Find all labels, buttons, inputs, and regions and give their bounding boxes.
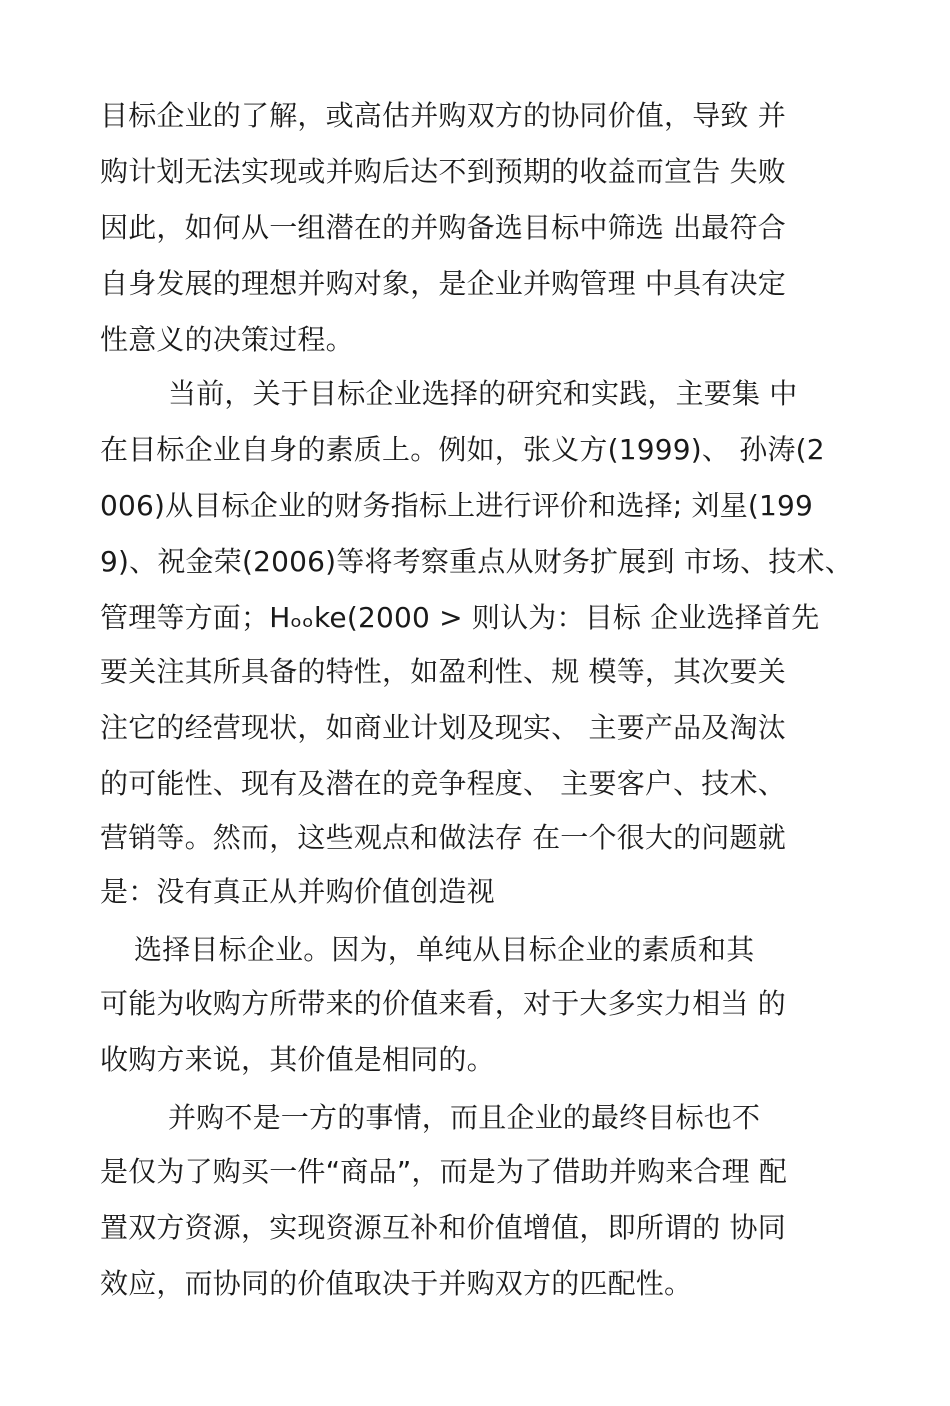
text-line: 当前，关于目标企业选择的研究和实践，主要集 中 — [168, 377, 798, 410]
text-line: 是：没有真正从并购价值创造视 — [100, 875, 495, 908]
text-line: 收购方来说，其价值是相同的。 — [100, 1043, 495, 1076]
text-line: 在目标企业自身的素质上。例如，张义方(1999)、 孙涛(2 — [100, 433, 825, 466]
text-line: 可能为收购方所带来的价值来看，对于大多实力相当 的 — [100, 987, 786, 1020]
text-line: 自身发展的理想并购对象，是企业并购管理 中具有决定 — [100, 267, 786, 300]
text-line: 注它的经营现状，如商业计划及现实、 主要产品及淘汰 — [100, 711, 786, 744]
text-line: 006)从目标企业的财务指标上进行评价和选择; 刘星(199 — [100, 489, 814, 522]
text-line: 因此，如何从一组潜在的并购备选目标中筛选 出最符合 — [100, 211, 786, 244]
text-line: 效应，而协同的价值取决于并购双方的匹配性。 — [100, 1267, 693, 1300]
text-line: 并购不是一方的事情，而且企业的最终目标也不 — [168, 1101, 761, 1134]
text-line: 置双方资源，实现资源互补和价值增值，即所谓的 协同 — [100, 1211, 786, 1244]
text-line: 的可能性、现有及潜在的竞争程度、 主要客户、技术、 — [100, 767, 786, 800]
text-line: 目标企业的了解，或高估并购双方的协同价值，导致 并 — [100, 99, 786, 132]
text-line: 是仅为了购买一件“商品”，而是为了借助并购来合理 配 — [100, 1155, 788, 1188]
text-line: 管理等方面；Hₒₒke(2000 > 则认为：目标 企业选择首先 — [100, 601, 820, 634]
text-line: 要关注其所具备的特性，如盈利性、规 模等，其次要关 — [100, 655, 786, 688]
text-line: 营销等。然而，这些观点和做法存 在一个很大的问题就 — [100, 821, 786, 854]
text-line: 购计划无法实现或并购后达不到预期的收益而宣告 失败 — [100, 155, 786, 188]
text-line: 性意义的决策过程。 — [100, 323, 354, 356]
text-line: 选择目标企业。因为，单纯从目标企业的素质和其 — [134, 933, 755, 966]
text-line: 9)、祝金荣(2006)等将考察重点从财务扩展到 市场、技术、 — [100, 545, 853, 578]
